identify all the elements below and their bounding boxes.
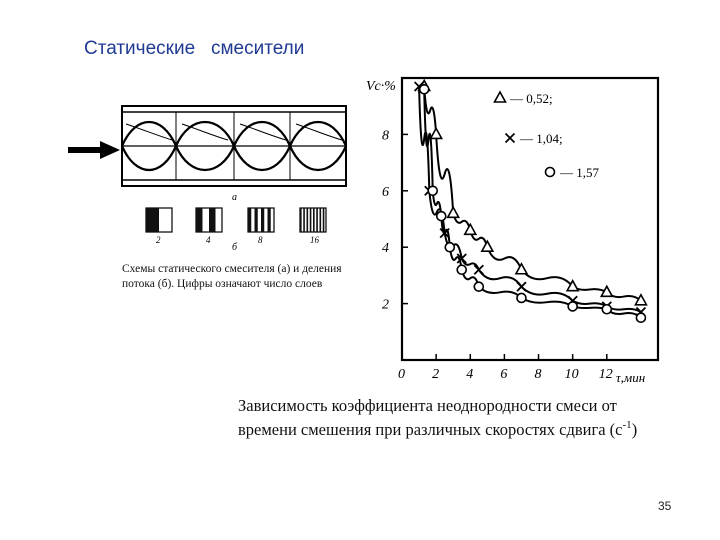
static-mixer-diagram	[64, 100, 354, 260]
layer-label-2: 2	[156, 235, 161, 245]
layer-stripe	[303, 208, 305, 232]
mixer-fig-label-a: а	[232, 192, 237, 203]
layer-label-4: 4	[206, 235, 211, 245]
chart	[350, 60, 670, 390]
data-point-circle	[437, 212, 446, 221]
data-point-triangle	[635, 295, 646, 305]
x-tick-label: 4	[466, 367, 474, 382]
data-point-circle	[568, 302, 577, 311]
layer-stripe	[313, 208, 315, 232]
mixer-caption-line2: потока (б). Цифры означают число слоев	[122, 278, 323, 290]
slide-title: Статические смесители	[84, 38, 305, 59]
data-point-triangle	[431, 128, 442, 138]
data-point-cross	[506, 134, 515, 143]
data-point-circle	[546, 168, 555, 177]
chart-caption-line1: Зависимость коэффициента неоднородности смеси от	[238, 396, 617, 415]
x-tick-label: 2	[432, 367, 440, 382]
data-point-circle	[457, 265, 466, 274]
layer-stripe	[255, 208, 258, 232]
mixer-pipe	[122, 106, 346, 186]
data-point-circle	[636, 313, 645, 322]
chart-caption-line2	[238, 418, 698, 444]
data-point-circle	[474, 282, 483, 291]
layer-stripe	[307, 208, 309, 232]
mixer-caption-line1: Схемы статического смесителя (а) и деления	[122, 263, 342, 275]
flow-division-layers	[146, 208, 326, 245]
x-tick-label: 12	[598, 367, 613, 382]
legend-entry-1,04: — 1,04;	[520, 131, 563, 146]
layer-stripe	[209, 208, 216, 232]
data-point-triangle	[516, 264, 527, 274]
y-tick-label: 6	[382, 184, 389, 200]
chart-caption	[238, 394, 698, 444]
layer-label-8: 8	[258, 235, 263, 245]
chart-caption-close: )	[631, 420, 638, 439]
data-point-circle	[420, 85, 429, 94]
x-tick-label: 8	[534, 367, 542, 382]
page-number: 35	[658, 499, 672, 513]
data-point-circle	[602, 305, 611, 314]
data-point-circle	[445, 243, 454, 252]
layer-stripe	[248, 208, 251, 232]
data-point-triangle	[495, 92, 506, 102]
data-point-triangle	[448, 207, 459, 217]
data-point-cross	[474, 265, 483, 274]
layer-stripe	[268, 208, 271, 232]
data-point-circle	[428, 186, 437, 195]
layer-stripe	[320, 208, 322, 232]
data-point-triangle	[482, 241, 493, 251]
mixer-fig-label-b: б	[232, 242, 238, 253]
data-point-cross	[517, 282, 526, 291]
layer-stripe	[146, 208, 159, 232]
data-point-circle	[517, 293, 526, 302]
series-line-1,57	[424, 89, 641, 317]
chart-caption-sup: -1	[622, 419, 632, 431]
y-tick-label: 8	[382, 128, 389, 144]
x-axis-label: τ,мин	[616, 370, 646, 385]
x-tick-label: 6	[500, 367, 508, 382]
layer-stripe	[196, 208, 203, 232]
x-tick-label: 10	[564, 367, 579, 382]
layer-stripe	[316, 208, 318, 232]
flow-arrow	[68, 141, 120, 159]
mixer-caption	[122, 262, 362, 292]
layer-stripe	[323, 208, 325, 232]
legend-entry-1,57: — 1,57	[560, 165, 599, 180]
data-point-triangle	[465, 224, 476, 234]
layer-stripe	[261, 208, 264, 232]
x-tick-label: 0	[398, 367, 405, 382]
y-tick-label: 2	[382, 297, 389, 313]
y-tick-label: 4	[382, 241, 389, 257]
y-axis-label: Vc·%	[366, 79, 396, 94]
layer-stripe	[310, 208, 312, 232]
legend-entry-0,52: — 0,52;	[510, 91, 553, 106]
chart-caption-line2-text: времени смешения при различных скоростях сдвига (с	[238, 420, 623, 439]
layer-stripe	[300, 208, 302, 232]
layer-label-16: 16	[310, 235, 319, 245]
